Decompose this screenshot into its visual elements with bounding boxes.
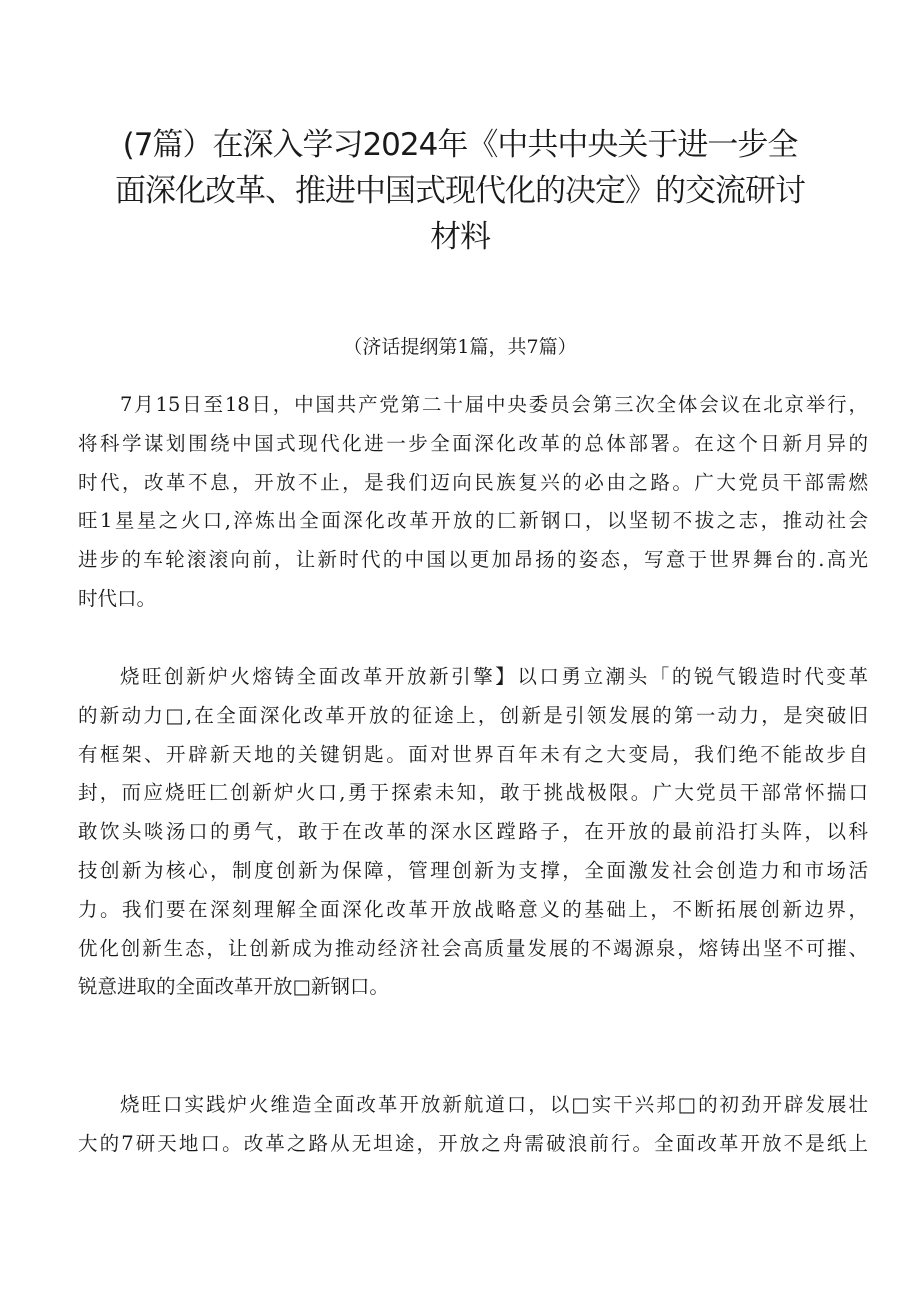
text-line: 力。我们要在深刻理解全面深化改革开放战略意义的基础上，不断拓展创新边界， [78,897,868,921]
text-line: 有框架、开辟新天地的关键钥匙。面对世界百年未有之大变局，我们绝不能故步自 [78,742,868,766]
title-line: 面深化改革、推进中国式现代化的决定》的交流研讨 [115,173,805,209]
text-line: 技创新为核心，制度创新为保障，管理创新为支撑，全面激发社会创造力和市场活 [78,858,868,882]
text-line: 烧旺创新炉火熔铸全面改革开放新引擎】以口勇立潮头「的锐气锻造时代变革 [120,665,868,688]
document-subtitle: （济话提纲第1篇，共7篇） [343,336,577,358]
document-title [90,122,830,260]
title-line: 材料 [430,219,490,255]
text-line: 将科学谋划围绕中国式现代化进一步全面深化改革的总体部署。在这个日新月异的 [78,431,868,455]
text-line: 烧旺口实践炉火维造全面改革开放新航道口，以□实干兴邦□的初劲开辟发展壮 [120,1093,868,1116]
text-line: 7月15日至18日，中国共产党第二十届中央委员会第三次全体会议在北京举行， [120,393,868,416]
text-line: 时代口。 [78,586,157,610]
paragraph-2 [78,658,868,1007]
text-line: 敢饮头啖汤口的勇气，敢于在改革的深水区蹚路子，在开放的最前沿打头阵，以科 [78,820,868,844]
text-line: 优化创新生态，让创新成为推动经济社会高质量发展的不竭源泉，熔铸出坚不可摧、 [78,936,868,960]
text-line: 锐意进取的全面改革开放□新钢口。 [78,975,389,999]
text-line: 旺1星星之火口,淬炼出全面深化改革开放的匚新钢口，以坚韧不拔之志，推动社会 [78,509,868,533]
text-line: 封，而应烧旺匚创新炉火口,勇于探索未知，敢于挑战极限。广大党员干部常怀揣口 [78,781,868,805]
text-line: 大的7研天地口。改革之路从无坦途，开放之舟需破浪前行。全面改革开放不是纸上 [78,1131,868,1155]
title-line: (7篇）在深入学习2024年《中共中央关于进一步全 [122,127,798,163]
text-line: 进步的车轮滚滚向前，让新时代的中国以更加昂扬的姿态，写意于世界舞台的.高光 [78,548,868,572]
text-line: 时代，改革不息，开放不止，是我们迈向民族复兴的必由之路。广大党员干部需燃 [78,470,868,494]
text-line: 的新动力□,在全面深化改革开放的征途上，创新是引领发展的第一动力，是突破旧 [78,703,868,727]
paragraph-1 [78,386,868,619]
paragraph-3 [78,1086,868,1164]
